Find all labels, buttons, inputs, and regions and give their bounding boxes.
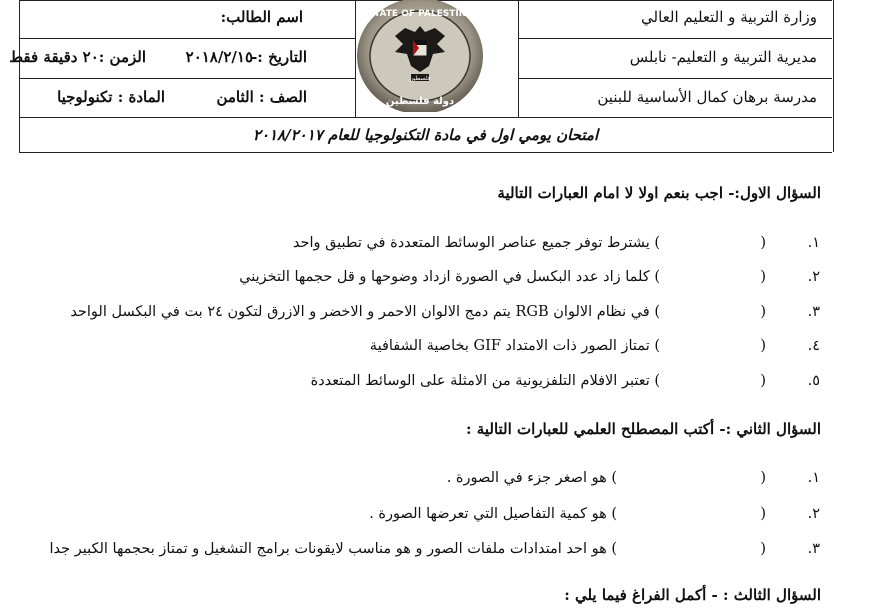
item-number: ٢. [807, 506, 820, 522]
item-number: ١. [807, 470, 820, 486]
answer-blank-open: ( [760, 541, 766, 557]
palestine-seal-logo [355, 0, 485, 112]
q2-heading: السؤال الثاني :- أكتب المصطلح العلمي للعبارات التالية : [466, 420, 821, 438]
statement-text: ) يشترط توفر جميع عناصر الوسائط المتعددة في تطبيق واحد [292, 235, 660, 251]
definition-text: ) هو اصغر جزء في الصورة . [446, 470, 617, 486]
definition-text: ) هو كمية التفاصيل التي تعرضها الصورة . [369, 506, 617, 522]
subject-label: المادة : تكنولوجيا [57, 88, 165, 106]
item-number: ١. [807, 235, 820, 251]
time-label: الزمن :٢٠ دقيقة فقط [9, 48, 146, 66]
statement-text: ) تمتاز الصور ذات الامتداد GIF بخاصية الشفافية [369, 338, 660, 354]
header-left-row-line-1 [19, 38, 355, 39]
grade-label: الصف : الثامن [216, 88, 307, 106]
statement-text: ) كلما زاد عدد البكسل في الصورة ازداد وضوحها و قل حجمها التخزيني [239, 269, 660, 285]
directorate-name: مديرية التربية و التعليم- نابلس [629, 48, 817, 66]
date-value: ٢٠١٨/٢/١٥ [185, 48, 253, 66]
header-right-row-line-1 [518, 38, 832, 39]
ministry-name: وزارة التربية و التعليم العالي [641, 8, 817, 26]
statement-text: ) في نظام الالوان RGB يتم دمج الالوان الاحمر و الاخضر و الازرق لتكون ٢٤ بت في البكسل الواحد [70, 304, 660, 320]
seal-caption: فلسطين [409, 75, 431, 82]
q3-heading: السؤال الثالث : - أكمل الفراغ فيما يلي : [564, 586, 821, 604]
item-number: ٤. [807, 338, 820, 354]
item-number: ٥. [807, 373, 820, 389]
answer-blank-open: ( [760, 338, 766, 354]
item-number: ٣. [807, 541, 820, 557]
answer-blank-open: ( [760, 470, 766, 486]
statement-text: ) تعتبر الافلام التلفزيونية من الامثلة على الوسائط المتعددة [310, 373, 660, 389]
header-left-row-line-2 [19, 78, 355, 79]
exam-title: امتحان يومي اول في مادة التكنولوجيا للعام ٢٠١٨/٢٠١٧ [252, 126, 599, 144]
answer-blank-open: ( [760, 304, 766, 320]
header-divider-right [518, 0, 519, 117]
q1-heading: السؤال الاول:- اجب بنعم اولا لا امام العبارات التالية [497, 184, 821, 202]
header-right-row-line-2 [518, 78, 832, 79]
answer-blank-open: ( [760, 373, 766, 389]
definition-text: ) هو احد امتدادات ملفات الصور و هو مناسب لايقونات برامج التشغيل و تمتاز بحجمها الكبير جدا [49, 541, 617, 557]
header-bottom-line [19, 152, 832, 153]
seal-bottom-text: دولة فلسطين [385, 96, 455, 107]
answer-blank-open: ( [760, 506, 766, 522]
answer-blank-open: ( [760, 269, 766, 285]
school-name: مدرسة برهان كمال الأساسية للبنين [597, 88, 817, 106]
student-name-label: اسم الطالب: [220, 8, 303, 26]
seal-top-text: STATE OF PALESTINE [367, 9, 473, 19]
answer-blank-open: ( [760, 235, 766, 251]
item-number: ٣. [807, 304, 820, 320]
date-label: التاريخ :- [251, 48, 307, 66]
item-number: ٢. [807, 269, 820, 285]
